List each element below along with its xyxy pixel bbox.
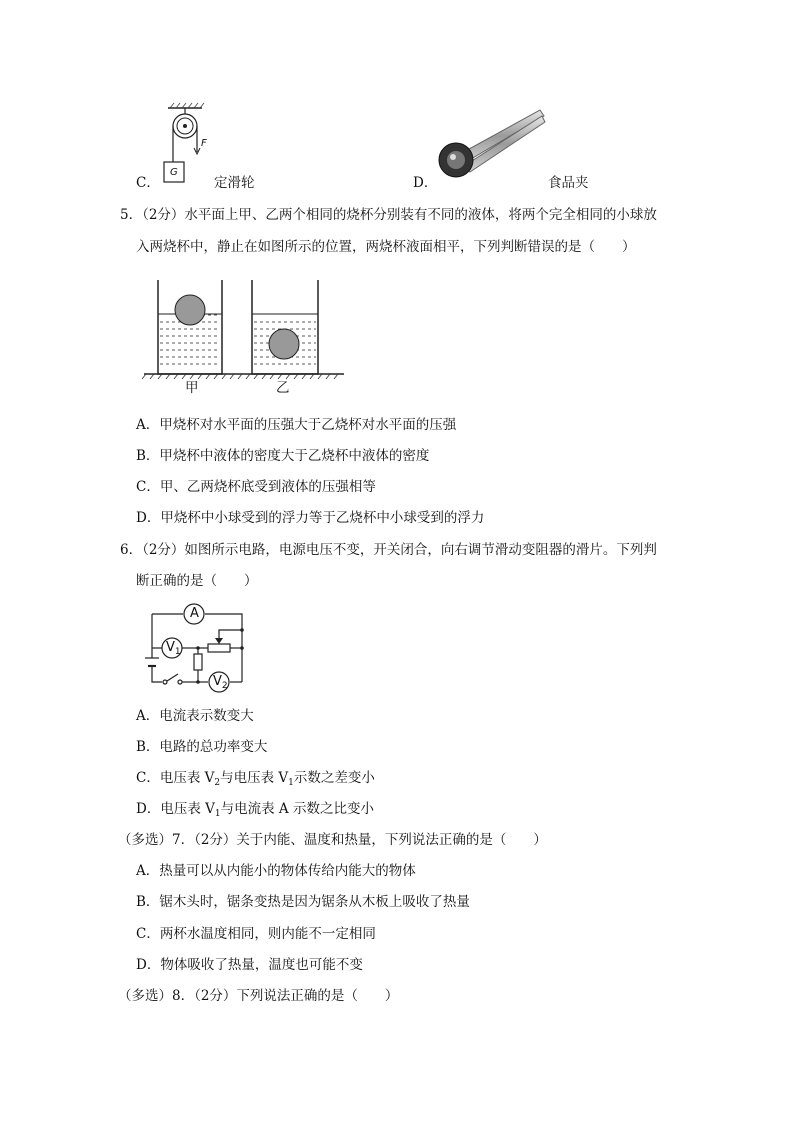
q4-option-d-letter: D． <box>413 175 438 191</box>
voltmeter-v2-label: $V_2$ <box>213 674 228 691</box>
q6-option-b: B．电路的总功率变大 <box>136 739 268 755</box>
beaker-jia <box>158 280 222 374</box>
beaker-yi <box>252 280 318 374</box>
q7-stem: （多选）7．（2分）关于内能、温度和热量，下列说法正确的是（ ） <box>118 832 547 848</box>
q4-option-d-caption: 食品夹 <box>548 175 589 191</box>
beaker-yi-label: 乙 <box>276 380 290 396</box>
q7-option-a: A．热量可以从内能小的物体传给内能大的物体 <box>136 863 416 879</box>
beakers-figure <box>140 280 350 380</box>
force-label-F: F <box>201 138 207 149</box>
q7-option-c: C．两杯水温度相同，则内能不一定相同 <box>136 926 376 942</box>
food-tongs-figure <box>432 104 552 186</box>
q5-stem-line2: 入两烧杯中，静止在如图所示的位置，两烧杯液面相平，下列判断错误的是（ ） <box>136 239 636 255</box>
q7-option-b: B．锯木头时，锯条变热是因为锯条从木板上吸收了热量 <box>136 894 470 910</box>
q8-stem: （多选）8．（2分）下列说法正确的是（ ） <box>118 988 399 1004</box>
q6-option-c: C．电压表 $V_2$与电压表 $V_1$示数之差变小 <box>136 770 375 788</box>
voltmeter-v1-label: $V_1$ <box>166 640 181 657</box>
q7-option-d: D．物体吸收了热量，温度也可能不变 <box>136 957 363 973</box>
weight-label-G: G <box>170 167 178 178</box>
q4-option-c-letter: C． <box>136 175 160 191</box>
fixed-pulley-figure <box>160 100 220 190</box>
q5-option-a: A．甲烧杯对水平面的压强大于乙烧杯对水平面的压强 <box>136 417 457 433</box>
beaker-jia-label: 甲 <box>185 380 199 396</box>
q6-stem-line2: 断正确的是（ ） <box>136 573 258 589</box>
ammeter-label: A <box>190 606 199 621</box>
q6-stem-line1: 6．（2分）如图所示电路，电源电压不变，开关闭合，向右调节滑动变阻器的滑片。下列判 <box>120 542 657 558</box>
q5-stem-line1: 5．（2分）水平面上甲、乙两个相同的烧杯分别装有不同的液体，将两个完全相同的小球放 <box>120 207 657 223</box>
q5-option-b: B．甲烧杯中液体的密度大于乙烧杯中液体的密度 <box>136 448 430 464</box>
q6-option-a: A．电流表示数变大 <box>136 708 254 724</box>
q5-option-d: D．甲烧杯中小球受到的浮力等于乙烧杯中小球受到的浮力 <box>136 510 485 526</box>
q5-option-c: C．甲、乙两烧杯底受到液体的压强相等 <box>136 479 376 495</box>
q6-option-d: D．电压表 $V_1$与电流表 A 示数之比变小 <box>136 801 374 819</box>
q4-option-c-caption: 定滑轮 <box>214 175 255 191</box>
